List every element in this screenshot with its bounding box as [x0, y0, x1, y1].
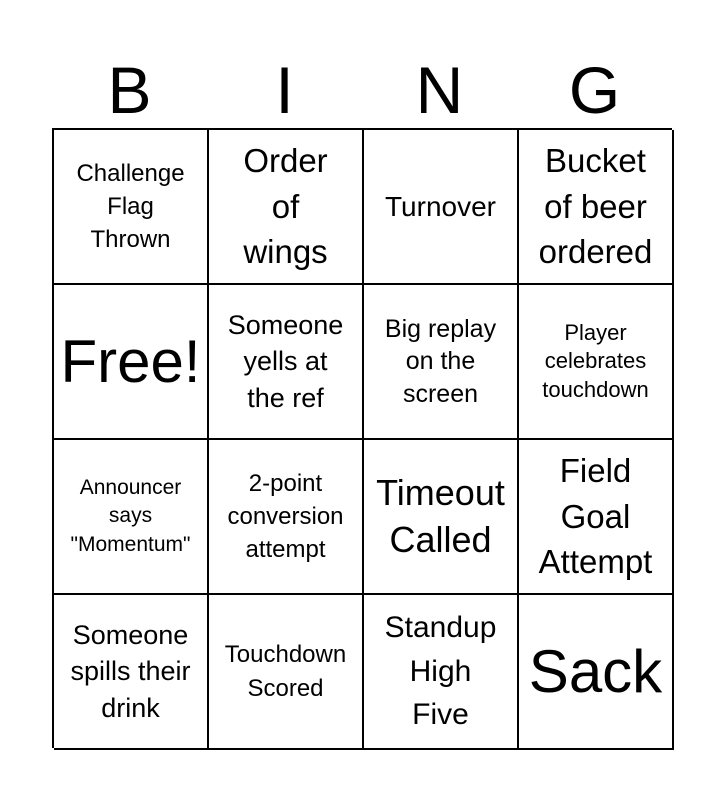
bingo-header — [52, 52, 672, 128]
bingo-cell[interactable] — [519, 130, 674, 285]
header-letter-b: B — [107, 53, 152, 127]
bingo-cell[interactable] — [209, 595, 364, 750]
bingo-cell[interactable] — [519, 595, 674, 750]
bingo-cell[interactable] — [54, 130, 209, 285]
cell-text: 2-point conversion attempt — [227, 469, 344, 564]
cell-text: Turnover — [384, 190, 496, 222]
cell-text: Field Goal Attempt — [538, 452, 653, 581]
bingo-cell[interactable] — [209, 440, 364, 595]
header-letter-g: G — [568, 53, 621, 127]
bingo-cell[interactable] — [364, 285, 519, 440]
bingo-cell[interactable] — [364, 440, 519, 595]
cell-text: Timeout Called — [376, 472, 505, 560]
cell-text: Someone spills their drink — [70, 619, 191, 723]
bingo-cell[interactable] — [54, 440, 209, 595]
bingo-cell[interactable] — [519, 440, 674, 595]
bingo-cell[interactable] — [364, 130, 519, 285]
bingo-cell[interactable] — [209, 130, 364, 285]
header-letter-n: N — [415, 53, 464, 127]
bingo-cell[interactable] — [54, 595, 209, 750]
bingo-board — [52, 128, 672, 748]
cell-text: Order of wings — [243, 142, 328, 271]
cell-text: Big replay on the screen — [384, 314, 497, 408]
cell-text: Announcer says "Momentum" — [70, 475, 191, 556]
cell-text: Free! — [60, 327, 201, 395]
cell-text: Touchdown Scored — [224, 641, 347, 702]
cell-text: Challenge Flag Thrown — [76, 159, 185, 254]
cell-text: Standup High Five — [384, 611, 497, 732]
cell-text: Player celebrates touchdown — [542, 319, 649, 402]
cell-text: Someone yells at the ref — [227, 309, 344, 413]
free-space-cell[interactable] — [54, 285, 209, 440]
cell-text: Sack — [528, 637, 663, 705]
bingo-cell[interactable] — [209, 285, 364, 440]
bingo-cell[interactable] — [364, 595, 519, 750]
cell-text: Bucket of beer ordered — [538, 142, 653, 271]
bingo-cell[interactable] — [519, 285, 674, 440]
header-letter-i: I — [275, 53, 294, 127]
